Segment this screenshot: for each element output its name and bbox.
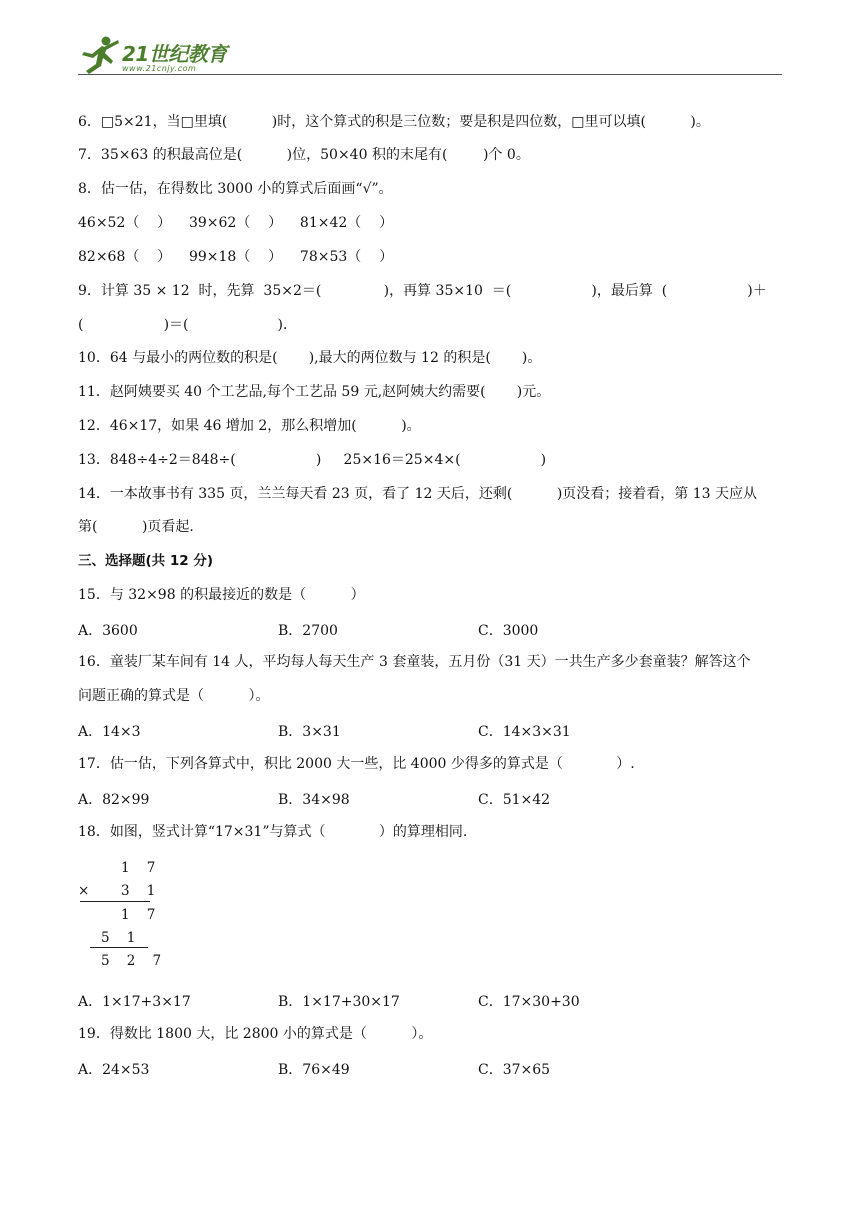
header-divider <box>78 74 782 75</box>
question-18: 18．如图，竖式计算“17×31”与算式（ ）的算理相同. <box>78 824 468 840</box>
q17-option-b: B．34×98 <box>278 792 350 808</box>
q17-option-c: C．51×42 <box>478 792 551 808</box>
q18-option-c: C．17×30+30 <box>478 994 580 1010</box>
question-17: 17．估一估，下列各算式中，积比 2000 大一些，比 4000 少得多的算式是（ ）. <box>78 756 635 772</box>
question-19: 19．得数比 1800 大，比 2800 小的算式是（ ）。 <box>78 1026 433 1042</box>
question-15: 15．与 32×98 的积最接近的数是（ ） <box>78 587 365 603</box>
q15-option-a: A．3600 <box>78 623 138 639</box>
question-8-row-2: 82×68（ ） 99×18（ ） 78×53（ ） <box>78 249 394 265</box>
q16-option-a: A．14×3 <box>78 724 141 740</box>
vertical-row-multiplier: 3 1 <box>121 883 156 899</box>
vertical-rule-1 <box>80 901 150 902</box>
question-6: 6．□5×21，当□里填( )时，这个算式的积是三位数；要是积是四位数，□里可以填( )。 <box>78 114 710 130</box>
question-8-row-1: 46×52（ ） 39×62（ ） 81×42（ ） <box>78 215 394 231</box>
question-7: 7．35×63 的积最高位是( )位，50×40 积的末尾有( )个 0。 <box>78 147 530 163</box>
question-8: 8．估一估，在得数比 3000 小的算式后面画“√”。 <box>78 181 393 197</box>
vertical-row-result: 5 2 7 <box>101 953 162 969</box>
q19-option-a: A．24×53 <box>78 1062 150 1078</box>
vertical-row-partial-2: 5 1 <box>101 930 136 946</box>
runner-logo-icon <box>78 34 122 74</box>
times-sign: × <box>78 883 90 899</box>
question-16-line-2: 问题正确的算式是（ ）。 <box>78 688 270 704</box>
logo <box>78 34 278 76</box>
q15-option-b: B．2700 <box>278 623 338 639</box>
vertical-multiplication <box>78 860 162 970</box>
question-9-line-1: 9．计算 35 × 12 时，先算 35×2＝( )，再算 35×10 ＝( )，最后算 ( )＋ <box>78 283 767 299</box>
q19-option-c: C．37×65 <box>478 1062 551 1078</box>
logo-url: www.21cnjy.com <box>122 64 197 73</box>
question-14-line-2: 第( )页看起． <box>78 519 204 535</box>
question-10: 10．64 与最小的两位数的积是( ),最大的两位数与 12 的积是( )。 <box>78 350 542 366</box>
q17-option-a: A．82×99 <box>78 792 150 808</box>
question-14-line-1: 14．一本故事书有 335 页，兰兰每天看 23 页，看了 12 天后，还剩( )页没看；接着看，第 13 天应从 <box>78 486 758 502</box>
question-16-line-1: 16．童装厂某车间有 14 人，平均每人每天生产 3 套童装，五月份（31 天）一共生产多少套童装？解答这个 <box>78 654 751 670</box>
vertical-row-multiplicand: 1 7 <box>121 860 156 876</box>
logo-text: 21世纪教育 <box>122 42 227 66</box>
page-header <box>78 30 782 76</box>
q18-option-b: B．1×17+30×17 <box>278 994 400 1010</box>
q16-option-c: C．14×3×31 <box>478 724 571 740</box>
q15-option-c: C．3000 <box>478 623 539 639</box>
question-9-line-2: ( )＝( )． <box>78 317 297 333</box>
q16-option-b: B．3×31 <box>278 724 341 740</box>
section-heading-choice: 三、选择题(共 12 分) <box>78 553 214 569</box>
question-11: 11．赵阿姨要买 40 个工艺品,每个工艺品 59 元,赵阿姨大约需要( )元。 <box>78 384 551 400</box>
q19-option-b: B．76×49 <box>278 1062 350 1078</box>
question-13: 13．848÷4÷2＝848÷( ) 25×16＝25×4×( ) <box>78 452 547 468</box>
question-12: 12．46×17，如果 46 增加 2，那么积增加( )。 <box>78 418 421 434</box>
q18-option-a: A．1×17+3×17 <box>78 994 191 1010</box>
vertical-row-partial-1: 1 7 <box>121 907 156 923</box>
vertical-rule-2 <box>90 947 148 948</box>
